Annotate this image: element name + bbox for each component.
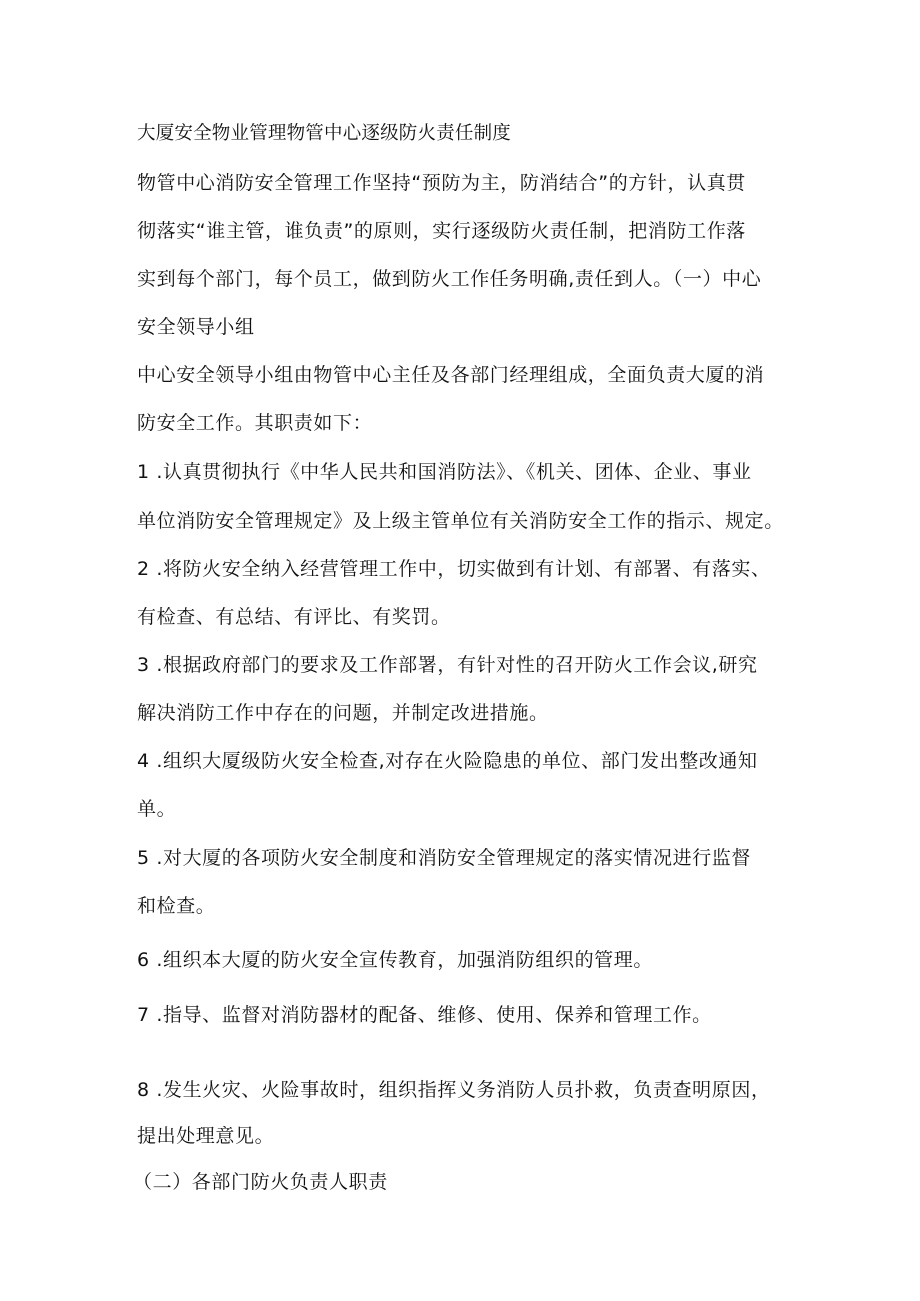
intro-line-2: 彻落实“谁主管，谁负责”的原则，实行逐级防火责任制，把消防工作落: [137, 220, 746, 242]
intro-line-1: 物管中心消防安全管理工作坚持“预防为主，防消结合”的方针，认真贯: [137, 172, 746, 194]
section-2-heading: （二）各部门防火负责人职责: [133, 1171, 388, 1193]
item-7-line-1: 7 .指导、监督对消防器材的配备、维修、使用、保养和管理工作。: [137, 1004, 712, 1026]
item-2-line-1: 2 .将防火安全纳入经营管理工作中，切实做到有计划、有部署、有落实、: [137, 558, 771, 580]
item-3-line-2: 解决消防工作中存在的问题，并制定改进措施。: [137, 702, 549, 724]
item-1-line-1: 1 .认真贯彻执行《中华人民共和国消防法》、《机关、团体、企业、事业: [137, 461, 752, 483]
item-2-line-2: 有检查、有总结、有评比、有奖罚。: [137, 606, 451, 628]
item-4-line-1: 4 .组织大厦级防火安全检查,对存在火险隐患的单位、部门发出整改通知: [137, 750, 758, 772]
intro-line-4: 安全领导小组: [137, 316, 255, 338]
item-5-line-2: 和检查。: [137, 895, 216, 917]
item-8-line-1: 8 .发生火灾、火险事故时，组织指挥义务消防人员扑救，负责查明原因，: [137, 1079, 771, 1101]
group-line-1: 中心安全领导小组由物管中心主任及各部门经理组成，全面负责大厦的消: [137, 364, 765, 386]
item-4-line-2: 单。: [137, 798, 177, 820]
item-1-line-2: 单位消防安全管理规定》及上级主管单位有关消防安全工作的指示、规定。: [137, 510, 784, 532]
intro-line-3: 实到每个部门，每个员工，做到防火工作任务明确,责任到人。（一）中心: [137, 268, 762, 290]
item-8-line-2: 提出处理意见。: [137, 1125, 275, 1147]
item-3-line-1: 3 .根据政府部门的要求及工作部署，有针对性的召开防火工作会议,研究: [137, 654, 758, 676]
item-5-line-1: 5 .对大厦的各项防火安全制度和消防安全管理规定的落实情况进行监督: [137, 847, 751, 869]
item-6-line-1: 6 .组织本大厦的防火安全宣传教育，加强消防组织的管理。: [137, 949, 653, 971]
document-title: 大厦安全物业管理物管中心逐级防火责任制度: [137, 123, 512, 144]
group-line-2: 防安全工作。其职责如下：: [137, 412, 373, 434]
